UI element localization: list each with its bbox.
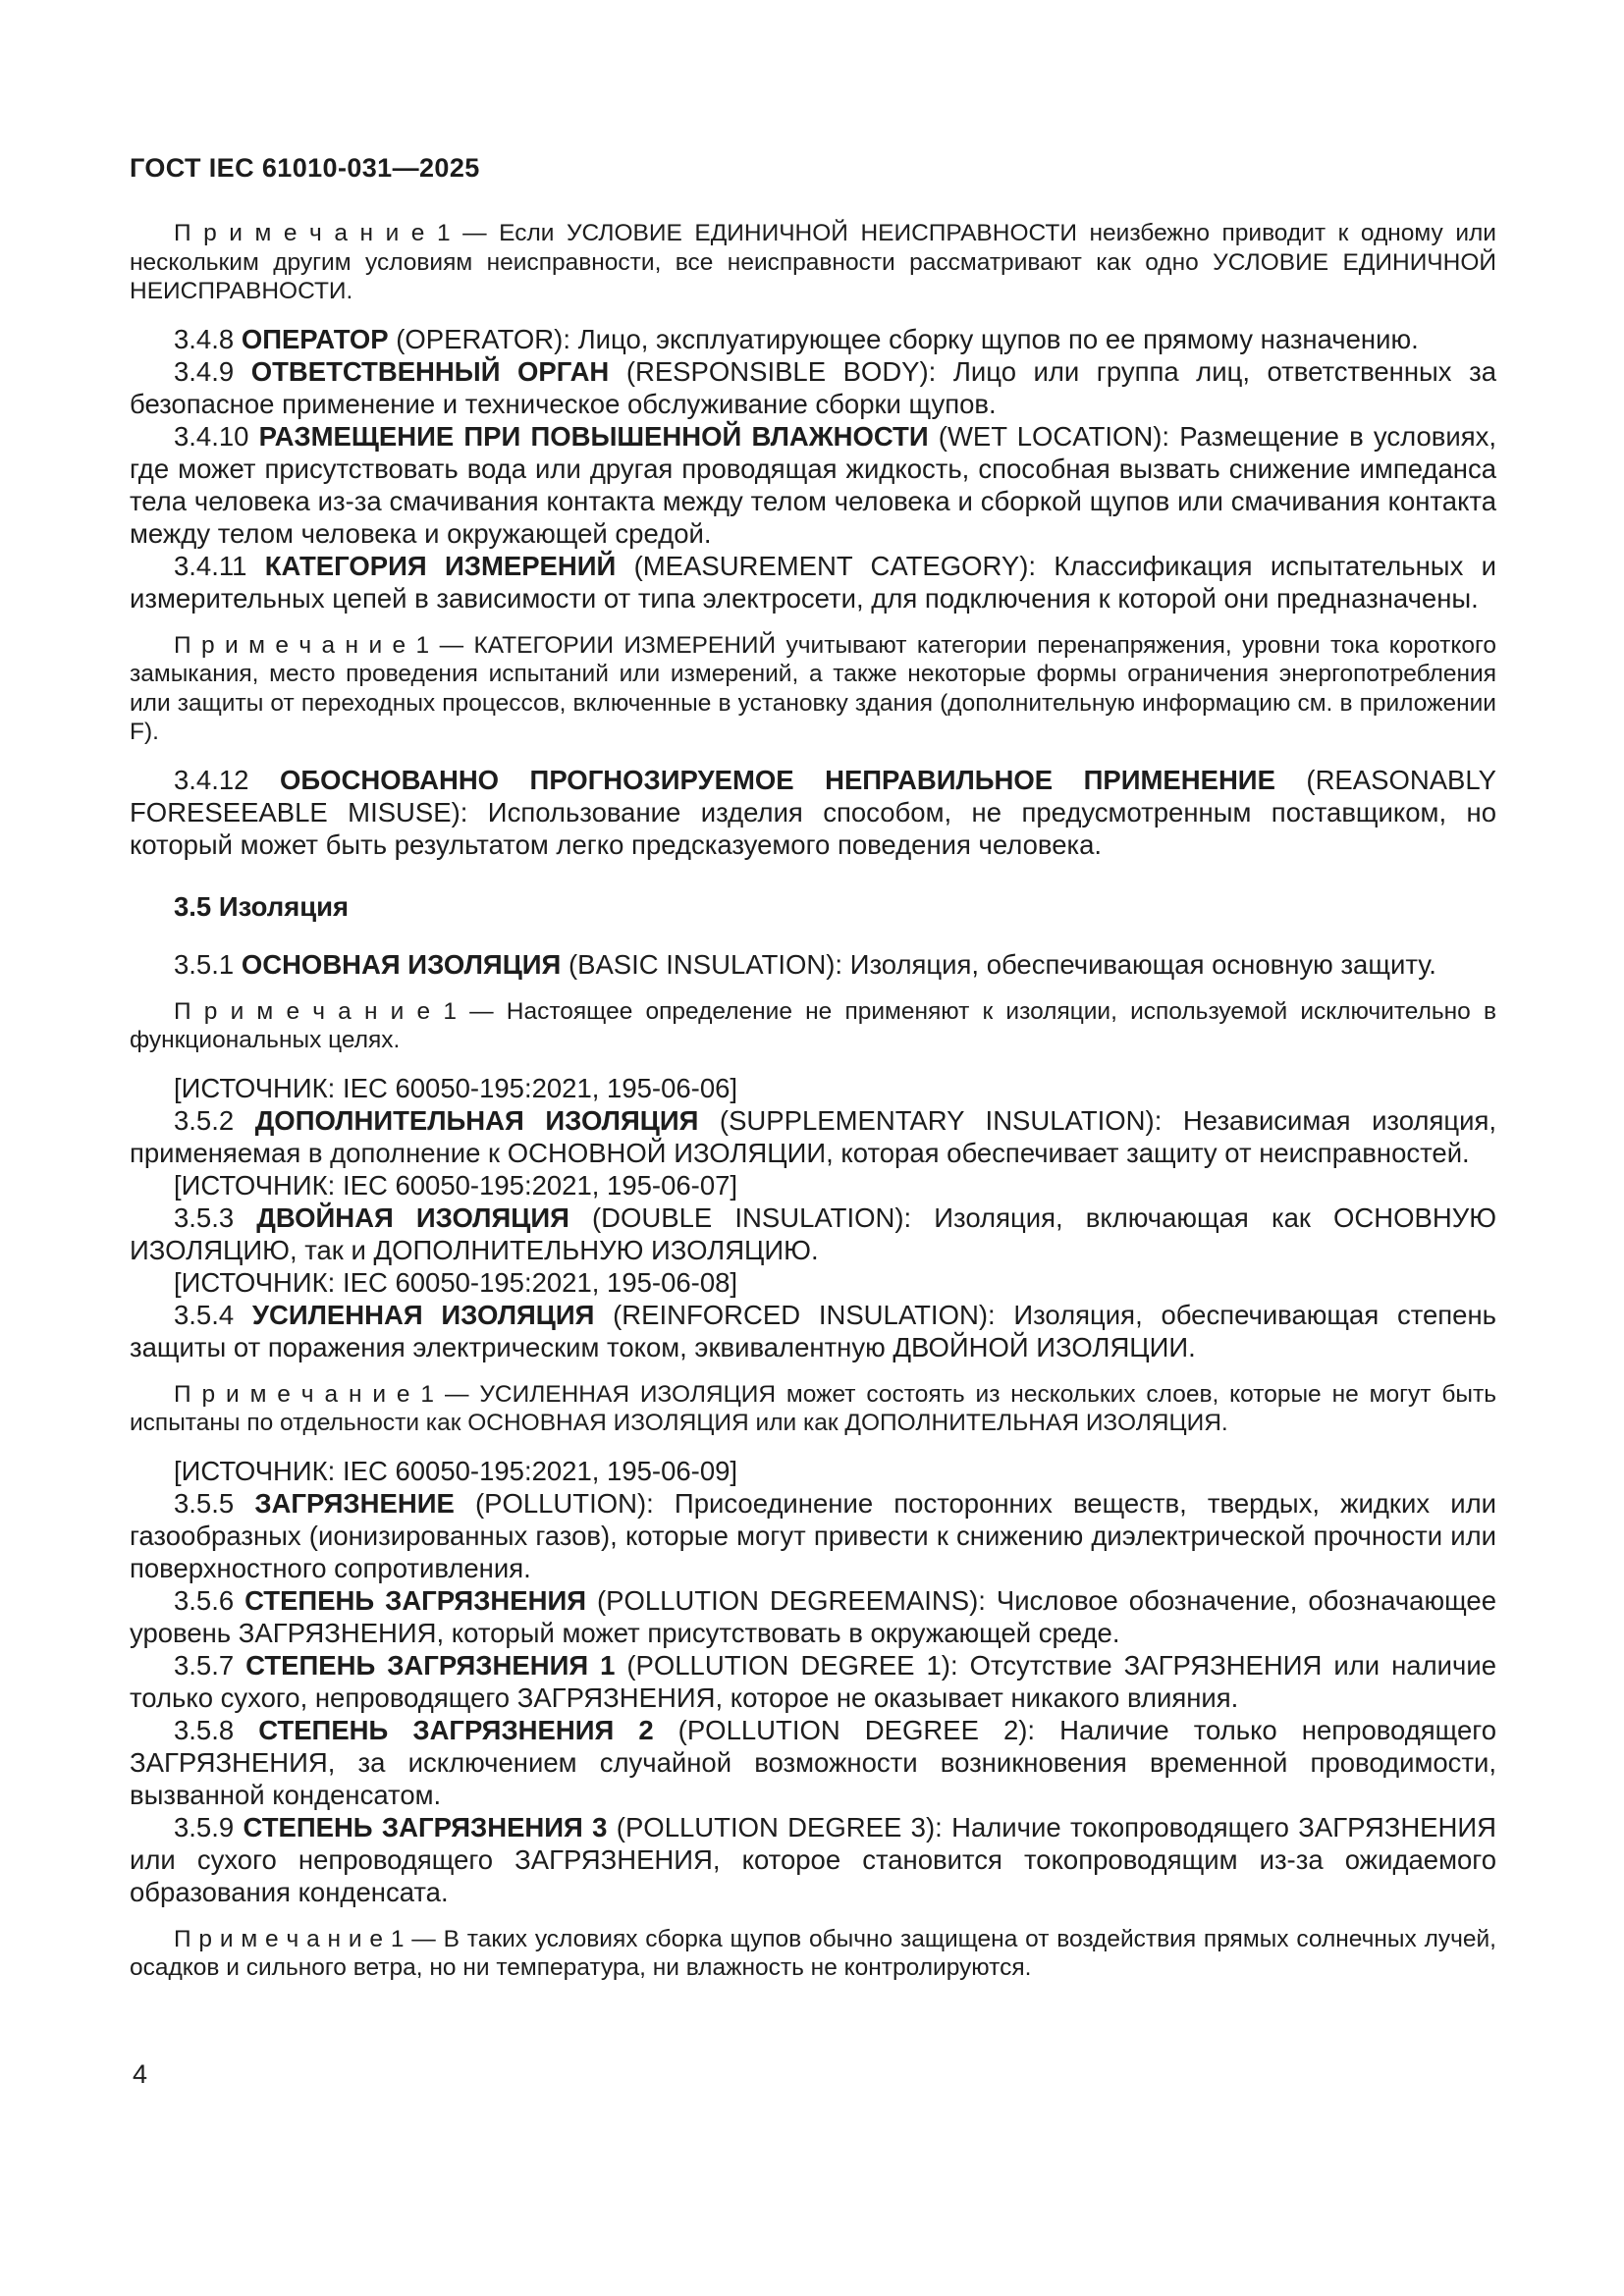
- note-paragraph: [130, 631, 1496, 747]
- defined-term: ОБОСНОВАННО ПРОГНОЗИРУЕМОЕ НЕПРАВИЛЬНОЕ ПРИМЕНЕНИЕ: [279, 764, 1275, 795]
- text-run: (POLLUTION DEGREEMAINS): Числовое обозначение, обозначающее уровень ЗАГРЯЗНЕНИЯ, который может присутствовать в окружающей среде.: [130, 1584, 1496, 1648]
- definition-paragraph: [130, 1811, 1496, 1908]
- defined-term: СТЕПЕНЬ ЗАГРЯЗНЕНИЯ 1: [245, 1649, 616, 1681]
- defined-term: ДОПОЛНИТЕЛЬНАЯ ИЗОЛЯЦИЯ: [254, 1104, 699, 1136]
- text-run: (POLLUTION DEGREE 1): Отсутствие ЗАГРЯЗНЕНИЯ или наличие только сухого, непроводящего ЗАГРЯЗНЕНИЯ, которое не оказывает никакого влияния.: [130, 1649, 1496, 1713]
- text-run: [ИСТОЧНИК: IEC 60050-195:2021, 195-06-06]: [174, 1072, 738, 1103]
- text-run: 3.5.6: [174, 1584, 245, 1616]
- text-run: П р и м е ч а н и е 1 — В таких условиях сборка щупов обычно защищена от воздействия прямых солнечных лучей, осадков и сильного ветра, но ни температура, ни влажность не контролируются.: [130, 1925, 1496, 1981]
- note-paragraph: [130, 1925, 1496, 1983]
- defined-term: ОТВЕТСТВЕННЫЙ ОРГАН: [250, 355, 610, 387]
- source-reference: [130, 1169, 1496, 1201]
- note-paragraph: [130, 219, 1496, 306]
- definition-paragraph: [130, 1649, 1496, 1714]
- text-run: (POLLUTION DEGREE 3): Наличие токопроводящего ЗАГРЯЗНЕНИЯ или сухого непроводящего ЗАГРЯЗНЕНИЯ, которое становится токопроводящим из-за ожидаемого образования конденсата.: [130, 1811, 1497, 1907]
- defined-term: СТЕПЕНЬ ЗАГРЯЗНЕНИЯ 3: [243, 1811, 608, 1842]
- text-run: (WET LOCATION): Размещение в условиях, где может присутствовать вода или другая проводящая жидкость, способная вызвать снижение импеданса тела человека из-за смачивания контакта между телом человека и сборкой щупов или смачивания контакта между телом человека и окружающей средой.: [130, 420, 1496, 549]
- text-run: 3.5.8: [174, 1714, 259, 1745]
- text-run: 3.5.5: [174, 1487, 255, 1519]
- definition-paragraph: [130, 1487, 1496, 1584]
- defined-term: КАТЕГОРИЯ ИЗМЕРЕНИЙ: [264, 550, 617, 581]
- document-body: [130, 202, 1496, 2000]
- definition-paragraph: [130, 550, 1496, 614]
- text-run: 3.4.8: [174, 323, 242, 354]
- text-run: 3.4.9: [174, 355, 251, 387]
- definition-paragraph: [130, 764, 1496, 861]
- text-run: 3.5.3: [174, 1201, 257, 1233]
- text-run: 3.5.4: [174, 1299, 252, 1330]
- text-run: П р и м е ч а н и е 1 — Если УСЛОВИЕ ЕДИНИЧНОЙ НЕИСПРАВНОСТИ неизбежно приводит к одному или нескольким другим условиям неисправности, все неисправности рассматривают как одно УСЛОВИЕ ЕДИНИЧНОЙ НЕИСПРАВНОСТИ.: [130, 220, 1496, 304]
- defined-term: ЗАГРЯЗНЕНИЕ: [254, 1487, 455, 1519]
- text-run: (DOUBLE INSULATION): Изоляция, включающая как ОСНОВНУЮ ИЗОЛЯЦИЮ, так и ДОПОЛНИТЕЛЬНУЮ ИЗОЛЯЦИЮ.: [130, 1201, 1496, 1265]
- defined-term: СТЕПЕНЬ ЗАГРЯЗНЕНИЯ: [244, 1584, 587, 1616]
- section-heading: [130, 890, 1496, 923]
- definition-paragraph: [130, 1714, 1496, 1811]
- definition-paragraph: [130, 948, 1496, 981]
- text-run: 3.4.10: [174, 420, 259, 452]
- text-run: П р и м е ч а н и е 1 — Настоящее определение не применяют к изоляции, используемой исключительно в функциональных целях.: [130, 997, 1496, 1053]
- defined-term: ОСНОВНАЯ ИЗОЛЯЦИЯ: [241, 948, 562, 980]
- text-run: П р и м е ч а н и е 1 — КАТЕГОРИИ ИЗМЕРЕНИЙ учитывают категории перенапряжения, уровни тока короткого замыкания, место проведения испытаний или измерений, а также некоторые формы ограничения энергопотребления или защиты от переходных процессов, включенные в установку здания (дополнительную информацию см. в приложении F).: [130, 631, 1496, 745]
- text-run: [ИСТОЧНИК: IEC 60050-195:2021, 195-06-07]: [174, 1169, 738, 1201]
- text-run: (REINFORCED INSULATION): Изоляция, обеспечивающая степень защиты от поражения электрическим током, эквивалентную ДВОЙНОЙ ИЗОЛЯЦИИ.: [130, 1299, 1496, 1362]
- defined-term: УСИЛЕННАЯ ИЗОЛЯЦИЯ: [251, 1299, 595, 1330]
- defined-term: ОПЕРАТОР: [241, 323, 389, 354]
- text-run: 3.5.9: [174, 1811, 244, 1842]
- text-run: (POLLUTION): Присоединение посторонних веществ, твердых, жидких или газообразных (ионизированных газов), которые могут привести к снижению диэлектрической прочности или поверхностного сопротивления.: [130, 1487, 1496, 1583]
- definition-paragraph: [130, 420, 1496, 550]
- page-number: 4: [133, 2059, 148, 2089]
- text-run: (POLLUTION DEGREE 2): Наличие только непроводящего ЗАГРЯЗНЕНИЯ, за исключением случайной возможности возникновения временной проводимости, вызванной конденсатом.: [130, 1714, 1496, 1810]
- text-run: 3.5.1: [174, 948, 242, 980]
- source-reference: [130, 1072, 1496, 1104]
- text-run: (SUPPLEMENTARY INSULATION): Независимая изоляция, применяемая в дополнение к ОСНОВНОЙ ИЗОЛЯЦИИ, которая обеспечивает защиту от неисправностей.: [130, 1104, 1496, 1168]
- defined-term: ДВОЙНАЯ ИЗОЛЯЦИЯ: [256, 1201, 569, 1233]
- defined-term: РАЗМЕЩЕНИЕ ПРИ ПОВЫШЕННОЙ ВЛАЖНОСТИ: [258, 420, 929, 452]
- definition-paragraph: [130, 1104, 1496, 1169]
- standard-designation-header: ГОСТ IEC 61010-031—2025: [130, 153, 480, 183]
- text-run: [ИСТОЧНИК: IEC 60050-195:2021, 195-06-08]: [174, 1266, 738, 1298]
- definition-paragraph: [130, 1299, 1496, 1363]
- note-paragraph: [130, 1380, 1496, 1438]
- note-paragraph: [130, 997, 1496, 1055]
- text-run: (REASONABLY FORESEEABLE MISUSE): Использование изделия способом, не предусмотренным поставщиком, но который может быть результатом легко предсказуемого поведения человека.: [130, 764, 1496, 860]
- source-reference: [130, 1266, 1496, 1299]
- defined-term: СТЕПЕНЬ ЗАГРЯЗНЕНИЯ 2: [258, 1714, 654, 1745]
- source-reference: [130, 1455, 1496, 1487]
- text-run: (MEASUREMENT CATEGORY): Классификация испытательных и измерительных цепей в зависимости от типа электросети, для подключения к которой они предназначены.: [130, 550, 1496, 614]
- definition-paragraph: [130, 1584, 1496, 1649]
- definition-paragraph: [130, 1201, 1496, 1266]
- text-run: (BASIC INSULATION): Изоляция, обеспечивающая основную защиту.: [561, 948, 1436, 980]
- text-run: 3.4.12: [174, 764, 280, 795]
- text-run: (OPERATOR): Лицо, эксплуатирующее сборку щупов по ее прямому назначению.: [388, 323, 1419, 354]
- text-run: (RESPONSIBLE BODY): Лицо или группа лиц, ответственных за безопасное применение и техническое обслуживание сборки щупов.: [130, 355, 1496, 419]
- text-run: [ИСТОЧНИК: IEC 60050-195:2021, 195-06-09]: [174, 1455, 738, 1486]
- text-run: 3.5 Изоляция: [174, 890, 350, 922]
- text-run: 3.4.11: [174, 550, 265, 581]
- text-run: 3.5.7: [174, 1649, 246, 1681]
- text-run: П р и м е ч а н и е 1 — УСИЛЕННАЯ ИЗОЛЯЦИЯ может состоять из нескольких слоев, которые не могут быть испытаны по отдельности как ОСНОВНАЯ ИЗОЛЯЦИЯ или как ДОПОЛНИТЕЛЬНАЯ ИЗОЛЯЦИЯ.: [130, 1380, 1496, 1436]
- text-run: 3.5.2: [174, 1104, 255, 1136]
- definition-paragraph: [130, 323, 1496, 355]
- definition-paragraph: [130, 355, 1496, 420]
